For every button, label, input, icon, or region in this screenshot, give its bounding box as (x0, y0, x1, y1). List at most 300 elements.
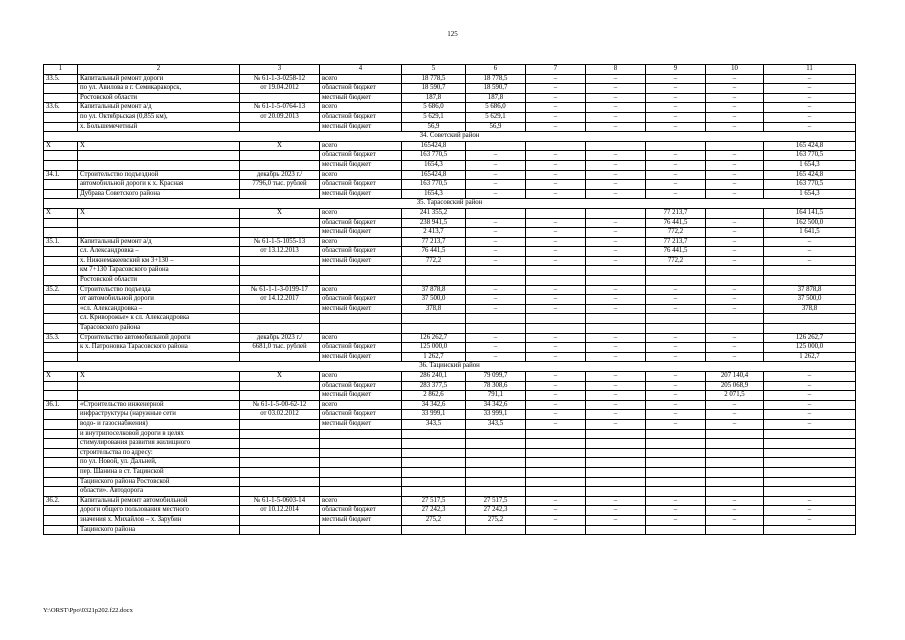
table-cell: – (526, 151, 586, 161)
table-row (44, 477, 856, 487)
table-cell: 33.5. (44, 74, 78, 84)
table-cell: всего (320, 237, 402, 247)
table-cell: 1 654,3 (764, 189, 856, 199)
column-header: 11 (764, 65, 856, 75)
table-cell: – (526, 419, 586, 429)
table-cell (646, 467, 706, 477)
table-cell (646, 429, 706, 439)
table-cell (44, 487, 78, 497)
table-cell (586, 141, 646, 151)
table-cell (466, 439, 526, 449)
table-cell: Х (240, 208, 320, 218)
table-cell: – (586, 170, 646, 180)
table-cell (586, 448, 646, 458)
table-cell: – (646, 304, 706, 314)
table-cell: 205 068,9 (706, 381, 764, 391)
table-row (44, 525, 856, 535)
table-cell: области». Автодорога (78, 487, 240, 497)
table-cell (706, 314, 764, 324)
table-cell: – (706, 343, 764, 353)
table-row (44, 112, 856, 122)
table-cell: 77 213,7 (646, 208, 706, 218)
table-cell: местный бюджет (320, 93, 402, 103)
table-cell: Дубрава Советского района (78, 189, 240, 199)
table-cell (402, 429, 466, 439)
table-cell: – (586, 74, 646, 84)
table-cell (240, 189, 320, 199)
table-cell: – (706, 218, 764, 228)
table-cell: 241 355,2 (402, 208, 466, 218)
table-cell: – (526, 410, 586, 420)
table-row (44, 496, 856, 506)
table-cell: – (586, 256, 646, 266)
table-cell: Х (240, 141, 320, 151)
table-cell (402, 314, 466, 324)
table-row (44, 515, 856, 525)
table-cell (78, 151, 240, 161)
table-cell: Х (78, 208, 240, 218)
table-cell: 163 770,5 (402, 151, 466, 161)
table-cell (526, 467, 586, 477)
column-header: 9 (646, 65, 706, 75)
table-cell (526, 448, 586, 458)
table-cell: пер. Шанина в ст. Тацинской (78, 467, 240, 477)
table-cell (240, 256, 320, 266)
table-row (44, 295, 856, 305)
table-cell (466, 448, 526, 458)
table-cell: – (646, 112, 706, 122)
table-cell: 772,2 (402, 256, 466, 266)
table-cell: – (586, 506, 646, 516)
table-cell (240, 324, 320, 334)
table-cell (320, 429, 402, 439)
table-cell: 33 999,1 (402, 410, 466, 420)
table-cell: – (526, 372, 586, 382)
table-cell (78, 228, 240, 238)
table-cell (320, 314, 402, 324)
table-cell (586, 266, 646, 276)
table-cell (320, 458, 402, 468)
table-cell: – (646, 285, 706, 295)
table-cell: Тацинского района Ростовской (78, 477, 240, 487)
table-cell (706, 439, 764, 449)
table-cell (240, 477, 320, 487)
column-header: 5 (402, 65, 466, 75)
table-cell (78, 160, 240, 170)
table-cell: Капитальный ремонт а/д (78, 103, 240, 113)
table-cell (526, 314, 586, 324)
table-cell: – (586, 84, 646, 94)
table-cell: – (526, 400, 586, 410)
table-cell (240, 218, 320, 228)
table-cell: Х (44, 141, 78, 151)
table-cell: – (526, 506, 586, 516)
table-cell: строительства по адресу: (78, 448, 240, 458)
table-cell: – (526, 189, 586, 199)
table-cell: 18 590,7 (402, 84, 466, 94)
table-cell (764, 276, 856, 286)
table-cell (320, 324, 402, 334)
table-cell (706, 477, 764, 487)
table-cell: – (586, 295, 646, 305)
table-cell: 126 262,7 (402, 333, 466, 343)
table-row (44, 170, 856, 180)
table-cell: всего (320, 103, 402, 113)
table-row (44, 285, 856, 295)
table-cell (240, 314, 320, 324)
table-cell: – (706, 122, 764, 132)
table-cell: – (466, 228, 526, 238)
table-cell (646, 266, 706, 276)
table-cell: – (706, 256, 764, 266)
table-cell: 164 141,5 (764, 208, 856, 218)
table-cell: местный бюджет (320, 256, 402, 266)
table-cell: 34.1. (44, 170, 78, 180)
table-cell: – (646, 381, 706, 391)
table-cell (466, 314, 526, 324)
table-cell: местный бюджет (320, 160, 402, 170)
table-cell: 77 213,7 (402, 237, 466, 247)
table-cell: – (466, 160, 526, 170)
column-header: 7 (526, 65, 586, 75)
table-row (44, 256, 856, 266)
table-cell (706, 467, 764, 477)
table-cell (240, 276, 320, 286)
table-row (44, 266, 856, 276)
table-cell (44, 122, 78, 132)
table-cell: 163 770,5 (402, 180, 466, 190)
table-cell: от автомобильной дороги (78, 295, 240, 305)
table-cell: – (646, 352, 706, 362)
table-cell: 33 999,1 (466, 410, 526, 420)
table-cell: – (706, 295, 764, 305)
table-cell: – (706, 112, 764, 122)
table-cell: – (526, 333, 586, 343)
table-cell (44, 160, 78, 170)
table-cell (526, 458, 586, 468)
table-row (44, 324, 856, 334)
table-cell: – (646, 74, 706, 84)
table-cell: х. Большемечетный (78, 122, 240, 132)
table-cell (466, 276, 526, 286)
table-row (44, 208, 856, 218)
table-cell: – (764, 103, 856, 113)
table-row (44, 333, 856, 343)
table-cell: – (466, 304, 526, 314)
table-cell: Тарасовского района (78, 324, 240, 334)
table-cell (44, 477, 78, 487)
table-cell: 5 686,0 (466, 103, 526, 113)
table-cell (706, 276, 764, 286)
table-cell (706, 141, 764, 151)
table-cell (320, 477, 402, 487)
table-row (44, 400, 856, 410)
table-cell: 27 517,5 (402, 496, 466, 506)
table-cell: 207 140,4 (706, 372, 764, 382)
table-cell (586, 276, 646, 286)
table-cell: – (646, 496, 706, 506)
table-cell: 1 262,7 (764, 352, 856, 362)
table-cell: – (526, 352, 586, 362)
table-cell (44, 381, 78, 391)
table-cell: – (646, 180, 706, 190)
table-cell: значения х. Михайлов – х. Зарубин (78, 515, 240, 525)
table-cell (240, 448, 320, 458)
table-cell (44, 295, 78, 305)
table-cell (240, 352, 320, 362)
table-cell (646, 324, 706, 334)
table-cell: – (706, 352, 764, 362)
table-cell: Капитальный ремонт автомобильной (78, 496, 240, 506)
table-cell: – (764, 515, 856, 525)
table-cell (526, 276, 586, 286)
table-cell: всего (320, 141, 402, 151)
section-title: 36. Тацинский район (44, 362, 856, 372)
table-cell: – (706, 419, 764, 429)
table-cell (706, 324, 764, 334)
table-cell: – (646, 506, 706, 516)
table-cell: инфраструктуры (наружные сети (78, 410, 240, 420)
table-cell: – (764, 93, 856, 103)
table-cell: – (706, 304, 764, 314)
table-cell: местный бюджет (320, 419, 402, 429)
table-cell: – (586, 381, 646, 391)
table-cell (44, 467, 78, 477)
table-cell: 378,8 (764, 304, 856, 314)
table-cell: – (764, 506, 856, 516)
table-cell: – (526, 160, 586, 170)
table-cell: – (586, 237, 646, 247)
table-cell (526, 266, 586, 276)
table-cell: – (586, 247, 646, 257)
table-row (44, 151, 856, 161)
table-cell (402, 266, 466, 276)
table-cell: Ростовской области (78, 276, 240, 286)
table-cell (320, 276, 402, 286)
table-cell (44, 84, 78, 94)
table-cell: – (526, 218, 586, 228)
table-cell: 162 500,0 (764, 218, 856, 228)
table-row (44, 343, 856, 353)
table-cell (586, 314, 646, 324)
table-cell: – (764, 74, 856, 84)
table-cell: 35.3. (44, 333, 78, 343)
table-cell: 76 441,5 (402, 247, 466, 257)
table-cell (466, 208, 526, 218)
table-cell (44, 276, 78, 286)
table-cell: – (646, 400, 706, 410)
table-cell: – (466, 189, 526, 199)
table-cell (402, 467, 466, 477)
table-cell: 7796,0 тыс. рублей (240, 180, 320, 190)
table-cell: от 14.12.2017 (240, 295, 320, 305)
table-cell (44, 448, 78, 458)
table-cell: – (526, 247, 586, 257)
table-cell: 35.1. (44, 237, 78, 247)
table-cell: – (706, 400, 764, 410)
table-row (44, 487, 856, 497)
table-row (44, 189, 856, 199)
table-cell (764, 487, 856, 497)
table-cell (44, 151, 78, 161)
table-row (44, 439, 856, 449)
table-cell (240, 429, 320, 439)
table-cell: – (526, 391, 586, 401)
table-cell: областной бюджет (320, 112, 402, 122)
table-cell: – (764, 372, 856, 382)
table-cell: областной бюджет (320, 295, 402, 305)
table-cell: областной бюджет (320, 180, 402, 190)
table-cell: – (586, 391, 646, 401)
table-cell: – (706, 160, 764, 170)
table-cell: № 61-1-5-00-62-12 (240, 400, 320, 410)
table-cell (44, 266, 78, 276)
table-cell: – (764, 419, 856, 429)
table-cell: 37 500,0 (764, 295, 856, 305)
column-header: 3 (240, 65, 320, 75)
table-cell: – (646, 391, 706, 401)
table-row (44, 228, 856, 238)
table-cell: от 03.02.2012 (240, 410, 320, 420)
table-cell: – (466, 285, 526, 295)
table-cell: Ростовской области (78, 93, 240, 103)
table-cell (44, 458, 78, 468)
table-cell (402, 477, 466, 487)
table-cell (320, 448, 402, 458)
table-cell: – (646, 343, 706, 353)
table-cell: областной бюджет (320, 410, 402, 420)
table-cell (44, 515, 78, 525)
page-number: 125 (447, 30, 458, 38)
table-cell: 791,1 (466, 391, 526, 401)
table-cell: 1654,3 (402, 160, 466, 170)
table-cell: 165424,8 (402, 170, 466, 180)
table-cell: 5 629,1 (466, 112, 526, 122)
table-cell: 77 213,7 (646, 237, 706, 247)
table-cell (466, 477, 526, 487)
table-cell: 125 000,0 (402, 343, 466, 353)
table-row (44, 180, 856, 190)
table-cell (706, 448, 764, 458)
table-cell: к х. Патроновка Тарасовского района (78, 343, 240, 353)
table-cell (466, 525, 526, 535)
table-row (44, 352, 856, 362)
table-cell: – (706, 228, 764, 238)
table-cell (320, 266, 402, 276)
column-header: 10 (706, 65, 764, 75)
table-cell (240, 467, 320, 477)
table-cell (586, 324, 646, 334)
table-cell: Х (44, 372, 78, 382)
table-cell: – (764, 256, 856, 266)
table-cell (646, 487, 706, 497)
table-cell: Капитальный ремонт а/д (78, 237, 240, 247)
table-cell: – (706, 247, 764, 257)
table-row (44, 391, 856, 401)
table-cell: 36.1. (44, 400, 78, 410)
table-cell: 165424,8 (402, 141, 466, 151)
table-cell: – (646, 160, 706, 170)
table-cell: областной бюджет (320, 247, 402, 257)
table-cell (706, 487, 764, 497)
table-cell: – (526, 515, 586, 525)
table-cell (764, 429, 856, 439)
table-cell: – (466, 295, 526, 305)
table-cell: и внутрипоселковой дороги в целях (78, 429, 240, 439)
table-cell: 18 778,5 (466, 74, 526, 84)
table-cell (466, 266, 526, 276)
table-cell: – (466, 256, 526, 266)
table-cell: – (586, 352, 646, 362)
table-cell: – (586, 343, 646, 353)
table-cell: 27 517,5 (466, 496, 526, 506)
table-cell (466, 324, 526, 334)
table-cell: – (646, 295, 706, 305)
table-cell: сл. Криворожье» к сл. Александровка (78, 314, 240, 324)
table-cell (44, 228, 78, 238)
table-cell: – (646, 151, 706, 161)
table-cell: Строительство подъездной (78, 170, 240, 180)
table-cell (646, 458, 706, 468)
table-cell: – (764, 112, 856, 122)
table-cell: – (706, 506, 764, 516)
table-cell (586, 477, 646, 487)
table-cell (402, 439, 466, 449)
table-cell: автомобильной дороги к х. Красная (78, 180, 240, 190)
column-number-row (44, 65, 856, 75)
table-row (44, 93, 856, 103)
table-cell: по ул. Авилова в г. Семикаракорск, (78, 84, 240, 94)
table-row (44, 276, 856, 286)
table-cell (646, 141, 706, 151)
table-cell: – (764, 381, 856, 391)
table-cell: – (764, 410, 856, 420)
table-cell: – (466, 247, 526, 257)
table-cell (466, 467, 526, 477)
table-cell (646, 439, 706, 449)
table-cell: от 13.12.2013 (240, 247, 320, 257)
table-cell: № 61-1-5-0603-14 (240, 496, 320, 506)
table-cell: 1 641,5 (764, 228, 856, 238)
table-cell (646, 276, 706, 286)
table-cell: «сл. Александровка – (78, 304, 240, 314)
table-cell: по ул. Октябрьская (0,855 км), (78, 112, 240, 122)
table-cell (706, 208, 764, 218)
table-cell: – (764, 496, 856, 506)
table-cell: – (706, 189, 764, 199)
table-cell: областной бюджет (320, 506, 402, 516)
table-cell (526, 141, 586, 151)
table-cell: – (706, 410, 764, 420)
table-cell: – (526, 93, 586, 103)
table-cell (44, 189, 78, 199)
table-cell (44, 429, 78, 439)
table-cell: – (466, 180, 526, 190)
footer-file-path: Y:\ORST\Ppo\0321p202.f22.docx (43, 607, 133, 614)
table-cell (320, 487, 402, 497)
table-cell: 79 099,7 (466, 372, 526, 382)
section-header-row (44, 362, 856, 372)
table-cell (320, 525, 402, 535)
section-title: 34. Советский район (44, 132, 856, 142)
table-cell: стимулирования развития жилищного (78, 439, 240, 449)
table-cell: – (706, 151, 764, 161)
table-cell (706, 429, 764, 439)
section-header-row (44, 199, 856, 209)
table-cell (646, 314, 706, 324)
table-cell: 187,8 (402, 93, 466, 103)
table-cell: Х (240, 372, 320, 382)
